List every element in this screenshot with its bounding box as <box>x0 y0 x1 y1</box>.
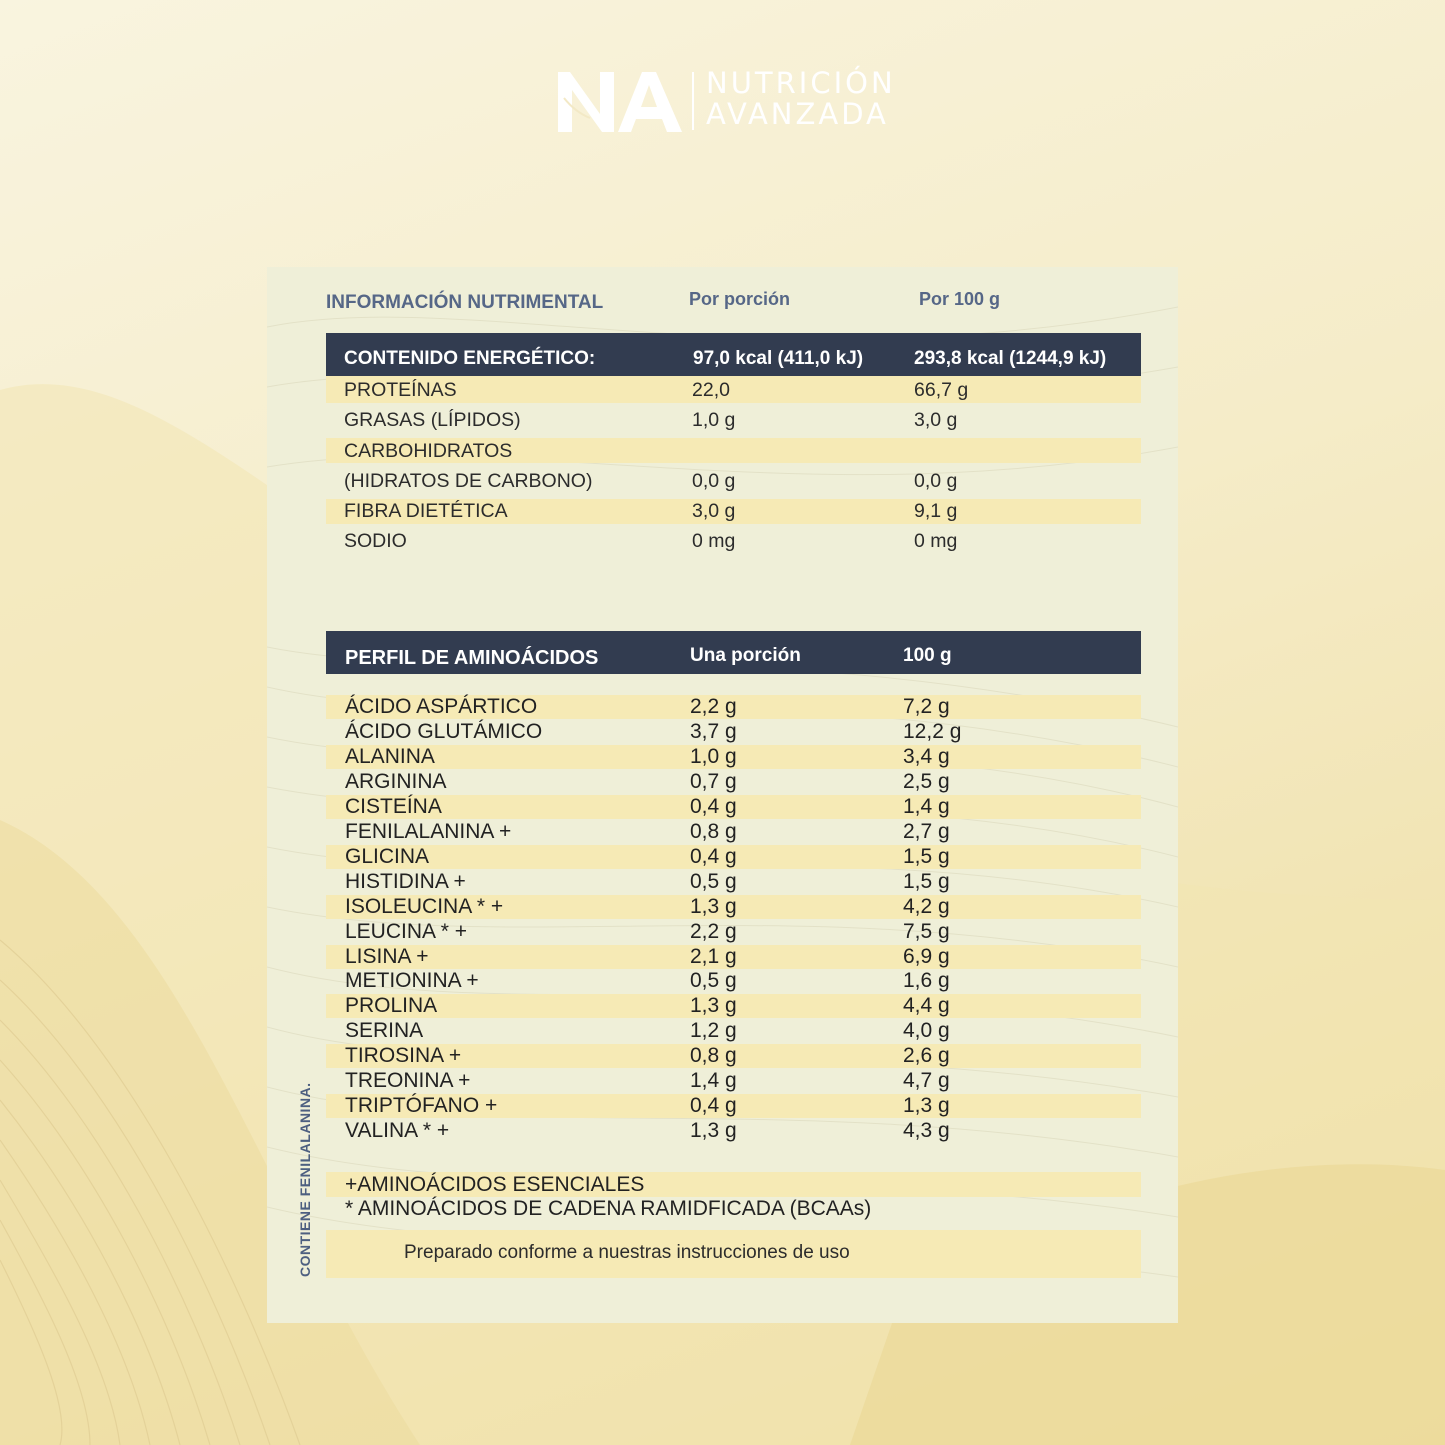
amino-title: PERFIL DE AMINOÁCIDOS <box>345 647 599 669</box>
amino-per-100g: 6,9 g <box>903 944 950 968</box>
amino-per-serving: 1,3 g <box>690 994 737 1018</box>
amino-per-serving: 1,4 g <box>690 1069 737 1093</box>
brand-name <box>706 68 896 130</box>
amino-per-100g: 4,2 g <box>903 894 950 918</box>
amino-per-100g: 1,4 g <box>903 794 950 818</box>
amino-per-serving: 1,0 g <box>690 744 737 768</box>
amino-row <box>326 695 1141 719</box>
amino-per-100g: 4,7 g <box>903 1069 950 1093</box>
amino-per-serving: 1,3 g <box>690 894 737 918</box>
amino-per-serving: 2,2 g <box>690 919 737 943</box>
amino-row <box>326 770 1141 794</box>
amino-label: GLICINA <box>345 844 430 868</box>
amino-row <box>326 945 1141 969</box>
energy-row <box>326 333 1141 376</box>
bcaa-note-text: * AMINOÁCIDOS DE CADENA RAMIDFICADA (BCAAs) <box>345 1197 872 1220</box>
amino-row <box>326 1094 1141 1118</box>
nutrient-per-100g: 66,7 g <box>914 379 969 401</box>
nutrition-row <box>326 376 1141 403</box>
amino-row <box>326 1069 1141 1093</box>
brand-line-2: AVANZADA <box>706 97 889 131</box>
energy-label: CONTENIDO ENERGÉTICO: <box>344 348 596 369</box>
amino-row <box>326 870 1141 894</box>
nutrition-col1-header: Por porción <box>689 289 791 309</box>
amino-label: ARGININA <box>345 769 447 793</box>
amino-label: HISTIDINA + <box>345 869 466 893</box>
amino-per-100g: 2,6 g <box>903 1044 950 1068</box>
logo-divider <box>692 72 694 130</box>
nutrient-per-100g: 0 mg <box>914 530 958 552</box>
amino-per-serving: 0,5 g <box>690 969 737 993</box>
amino-per-100g: 12,2 g <box>903 719 962 743</box>
amino-per-serving: 3,7 g <box>690 719 737 743</box>
amino-per-serving: 0,4 g <box>690 844 737 868</box>
nutrient-per-100g: 9,1 g <box>914 500 958 522</box>
amino-row <box>326 994 1141 1018</box>
nutrition-col2-header: Por 100 g <box>919 289 1001 309</box>
nutrient-label: PROTEÍNAS <box>344 379 457 401</box>
amino-header-row <box>326 631 1141 674</box>
essential-note-text: +AMINOÁCIDOS ESENCIALES <box>345 1173 645 1196</box>
nutrition-row <box>326 407 1141 434</box>
amino-per-100g: 2,5 g <box>903 769 950 793</box>
nutrition-row <box>326 529 1141 556</box>
amino-label: ALANINA <box>345 744 435 768</box>
nutrient-per-100g: 0,0 g <box>914 470 958 492</box>
amino-per-100g: 7,2 g <box>903 695 950 718</box>
amino-per-serving: 0,4 g <box>690 1094 737 1118</box>
amino-per-100g: 4,3 g <box>903 1119 950 1143</box>
amino-label: TIROSINA + <box>345 1044 462 1068</box>
amino-label: CISTEÍNA <box>345 794 442 818</box>
amino-per-serving: 1,3 g <box>690 1119 737 1143</box>
bcaa-note <box>326 1196 1141 1221</box>
amino-per-100g: 3,4 g <box>903 744 950 768</box>
amino-label: SERINA <box>345 1019 424 1043</box>
energy-per-100g: 293,8 kcal (1244,9 kJ) <box>914 348 1107 369</box>
amino-label: FENILALANINA + <box>345 819 512 843</box>
amino-per-100g: 1,5 g <box>903 869 950 893</box>
nutrition-row <box>326 468 1141 495</box>
amino-per-100g: 4,0 g <box>903 1019 950 1043</box>
prepared-note-text: Preparado conforme a nuestras instrucciones de uso <box>404 1242 850 1263</box>
nutrition-row <box>326 438 1141 463</box>
amino-per-100g: 1,6 g <box>903 969 950 993</box>
amino-label: ISOLEUCINA * + <box>345 894 504 918</box>
amino-label: LEUCINA * + <box>345 919 467 943</box>
amino-row <box>326 1119 1141 1143</box>
essential-note <box>326 1172 1141 1197</box>
nutrient-label: FIBRA DIETÉTICA <box>344 500 508 522</box>
nutrient-per-serving: 1,0 g <box>692 409 736 431</box>
amino-row <box>326 895 1141 919</box>
amino-row <box>326 745 1141 769</box>
amino-label: LISINA + <box>345 944 429 968</box>
nutrient-label: CARBOHIDRATOS <box>344 440 513 462</box>
amino-per-serving: 2,2 g <box>690 695 737 718</box>
energy-per-serving: 97,0 kcal (411,0 kJ) <box>693 348 864 369</box>
amino-per-100g: 4,4 g <box>903 994 950 1018</box>
brand-line-1: NUTRICIÓN <box>706 66 896 100</box>
amino-per-100g: 2,7 g <box>903 819 950 843</box>
nutrient-per-serving: 0 mg <box>692 530 736 552</box>
amino-per-serving: 0,8 g <box>690 819 737 843</box>
amino-row <box>326 795 1141 819</box>
nutrient-per-serving: 22,0 <box>692 379 730 401</box>
amino-row <box>326 920 1141 944</box>
amino-per-serving: 2,1 g <box>690 944 737 968</box>
nutrient-per-serving: 3,0 g <box>692 500 736 522</box>
amino-per-100g: 7,5 g <box>903 919 950 943</box>
nutrient-label: GRASAS (LÍPIDOS) <box>344 409 521 431</box>
nutrition-title: INFORMACIÓN NUTRIMENTAL <box>326 292 604 313</box>
amino-row <box>326 820 1141 844</box>
nutrient-label: SODIO <box>344 530 407 552</box>
nutrient-per-100g: 3,0 g <box>914 409 958 431</box>
amino-label: TREONINA + <box>345 1069 471 1093</box>
amino-label: ÁCIDO ASPÁRTICO <box>345 695 538 718</box>
allergen-vertical-note: CONTIENE FENILALANINA. <box>297 1082 313 1277</box>
amino-per-serving: 1,2 g <box>690 1019 737 1043</box>
nutrient-per-serving: 0,0 g <box>692 470 736 492</box>
amino-row <box>326 1019 1141 1043</box>
nutrient-label: (HIDRATOS DE CARBONO) <box>344 470 593 492</box>
nutrition-row <box>326 499 1141 524</box>
nutrition-panel <box>267 267 1178 1323</box>
amino-label: METIONINA + <box>345 969 479 993</box>
amino-row <box>326 1044 1141 1068</box>
amino-per-serving: 0,8 g <box>690 1044 737 1068</box>
amino-col2-header: 100 g <box>903 645 952 666</box>
amino-label: PROLINA <box>345 994 438 1018</box>
amino-per-serving: 0,7 g <box>690 769 737 793</box>
na-logo-mark <box>556 68 684 134</box>
amino-label: ÁCIDO GLUTÁMICO <box>345 719 543 743</box>
amino-per-serving: 0,4 g <box>690 794 737 818</box>
amino-row <box>326 720 1141 744</box>
amino-per-100g: 1,3 g <box>903 1094 950 1118</box>
amino-col1-header: Una porción <box>690 645 801 666</box>
amino-label: VALINA * + <box>345 1119 450 1143</box>
amino-row <box>326 969 1141 993</box>
amino-per-serving: 0,5 g <box>690 869 737 893</box>
brand-logo <box>556 68 896 134</box>
prepared-note-box <box>326 1230 1141 1278</box>
amino-label: TRIPTÓFANO + <box>345 1094 498 1118</box>
amino-per-100g: 1,5 g <box>903 844 950 868</box>
amino-row <box>326 845 1141 869</box>
